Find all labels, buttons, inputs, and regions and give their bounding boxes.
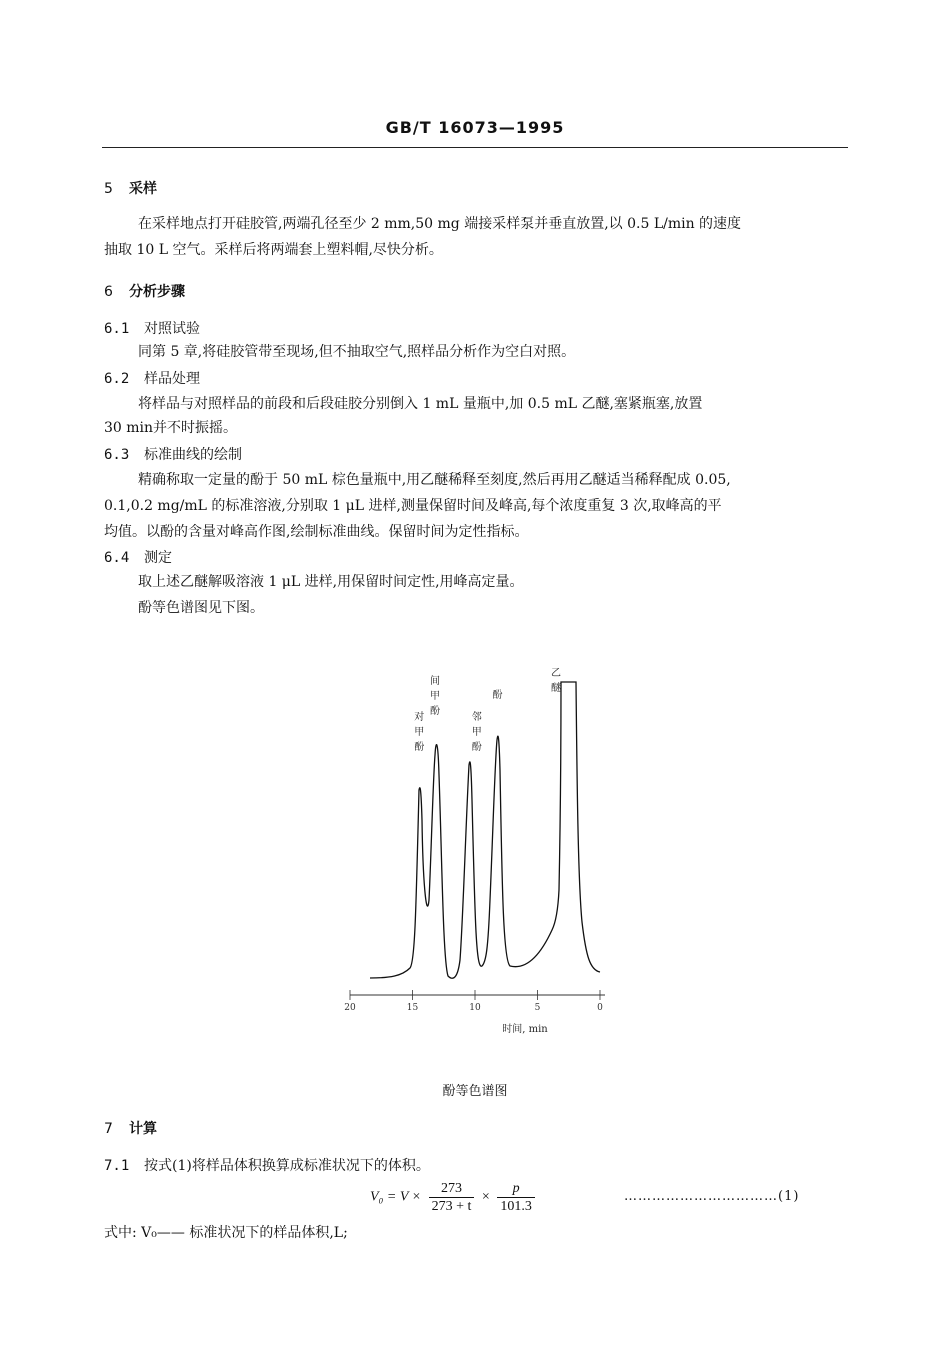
subsection-number: 7.1 — [104, 1158, 130, 1174]
section-title: 计算 — [129, 1121, 157, 1137]
peak-label: 间甲酚 — [430, 676, 440, 717]
peak-label: 对甲酚 — [414, 712, 425, 753]
subsection-number: 6.3 — [104, 447, 130, 463]
subsection-7-1 — [104, 1155, 430, 1175]
peak-label: 酚 — [492, 690, 503, 701]
equation-number: ……………………………(1) — [624, 1189, 800, 1204]
fraction-denominator: 273 + t — [431, 1199, 472, 1214]
subsection-title: 标准曲线的绘制 — [144, 447, 242, 463]
subsection-6-4-text-line2: 酚等色谱图见下图。 — [138, 600, 264, 616]
formula-where-clause: 式中: V₀—— 标准状况下的样品体积,L; — [104, 1225, 348, 1241]
subsection-number: 6.1 — [104, 321, 130, 337]
formula-lhs: V₀ = V × — [370, 1189, 422, 1205]
fraction-temperature — [429, 1180, 475, 1215]
document-header: GB/T 16073—1995 — [385, 118, 565, 137]
chromatogram-chart — [330, 660, 630, 1040]
x-tick-label: 10 — [469, 1003, 481, 1013]
subsection-6-2-text-line1: 将样品与对照样品的前段和后段硅胶分别倒入 1 mL 量瓶中,加 0.5 mL 乙醚,塞紧瓶塞,放置 — [138, 396, 703, 412]
subsection-6-3-text-line2: 0.1,0.2 mg/mL 的标准溶液,分别取 1 μL 进样,测量保留时间及峰高,每个浓度重复 3 次,取峰高的平 — [104, 498, 722, 514]
subsection-title: 样品处理 — [144, 371, 200, 387]
subsection-6-3-text-line1: 精确称取一定量的酚于 50 mL 棕色量瓶中,用乙醚稀释至刻度,然后再用乙醚适当稀释配成 0.05, — [138, 472, 731, 488]
x-axis-label: 时间, min — [502, 1024, 548, 1035]
subsection-text: 按式(1)将样品体积换算成标准状况下的体积。 — [144, 1158, 430, 1174]
header-rule — [102, 147, 848, 148]
subsection-6-1-heading — [104, 318, 200, 338]
x-tick-label: 15 — [406, 1003, 419, 1013]
subsection-title: 对照试验 — [144, 321, 200, 337]
section-5-heading — [104, 178, 157, 198]
fraction-pressure — [497, 1180, 535, 1215]
section-5-text-line1: 在采样地点打开硅胶管,两端孔径至少 2 mm,50 mg 端接采样泵并垂直放置,以 0.5 L/min 的速度 — [138, 216, 742, 232]
peak-label: 邻甲酚 — [471, 712, 482, 753]
subsection-number: 6.4 — [104, 550, 130, 566]
fraction-numerator: p — [497, 1180, 535, 1198]
x-tick-label: 20 — [344, 1003, 356, 1013]
formula-times: × — [481, 1189, 490, 1205]
subsection-title: 测定 — [144, 550, 172, 566]
section-number: 5 — [104, 181, 113, 197]
subsection-6-3-heading — [104, 444, 242, 464]
subsection-6-2-text-line2: 30 min并不时振摇。 — [104, 420, 238, 436]
fraction-denominator: 101.3 — [500, 1199, 532, 1214]
peak-label: 乙醚 — [551, 668, 561, 694]
section-title: 分析步骤 — [129, 284, 185, 300]
subsection-6-3-text-line3: 均值。以酚的含量对峰高作图,绘制标准曲线。保留时间为定性指标。 — [104, 524, 529, 540]
section-7-heading — [104, 1118, 157, 1138]
section-title: 采样 — [129, 181, 157, 197]
section-6-heading — [104, 281, 185, 301]
section-number: 7 — [104, 1121, 113, 1137]
section-number: 6 — [104, 284, 113, 300]
peak-labels — [414, 667, 562, 753]
x-tick-label: 0 — [597, 1003, 603, 1013]
subsection-number: 6.2 — [104, 371, 130, 387]
x-tick-label: 5 — [534, 1003, 541, 1013]
x-axis-ticks — [344, 990, 603, 1013]
formula-1 — [370, 1180, 539, 1215]
chromatogram-trace — [370, 682, 600, 978]
subsection-6-2-heading — [104, 368, 200, 388]
subsection-6-4-heading — [104, 547, 172, 567]
fraction-numerator: 273 — [429, 1180, 475, 1198]
subsection-6-4-text-line1: 取上述乙醚解吸溶液 1 μL 进样,用保留时间定性,用峰高定量。 — [138, 574, 524, 590]
figure-caption: 酚等色谱图 — [442, 1084, 508, 1099]
section-5-text-line2: 抽取 10 L 空气。采样后将两端套上塑料帽,尽快分析。 — [104, 242, 443, 258]
subsection-6-1-text: 同第 5 章,将硅胶管带至现场,但不抽取空气,照样品分析作为空白对照。 — [138, 344, 576, 360]
